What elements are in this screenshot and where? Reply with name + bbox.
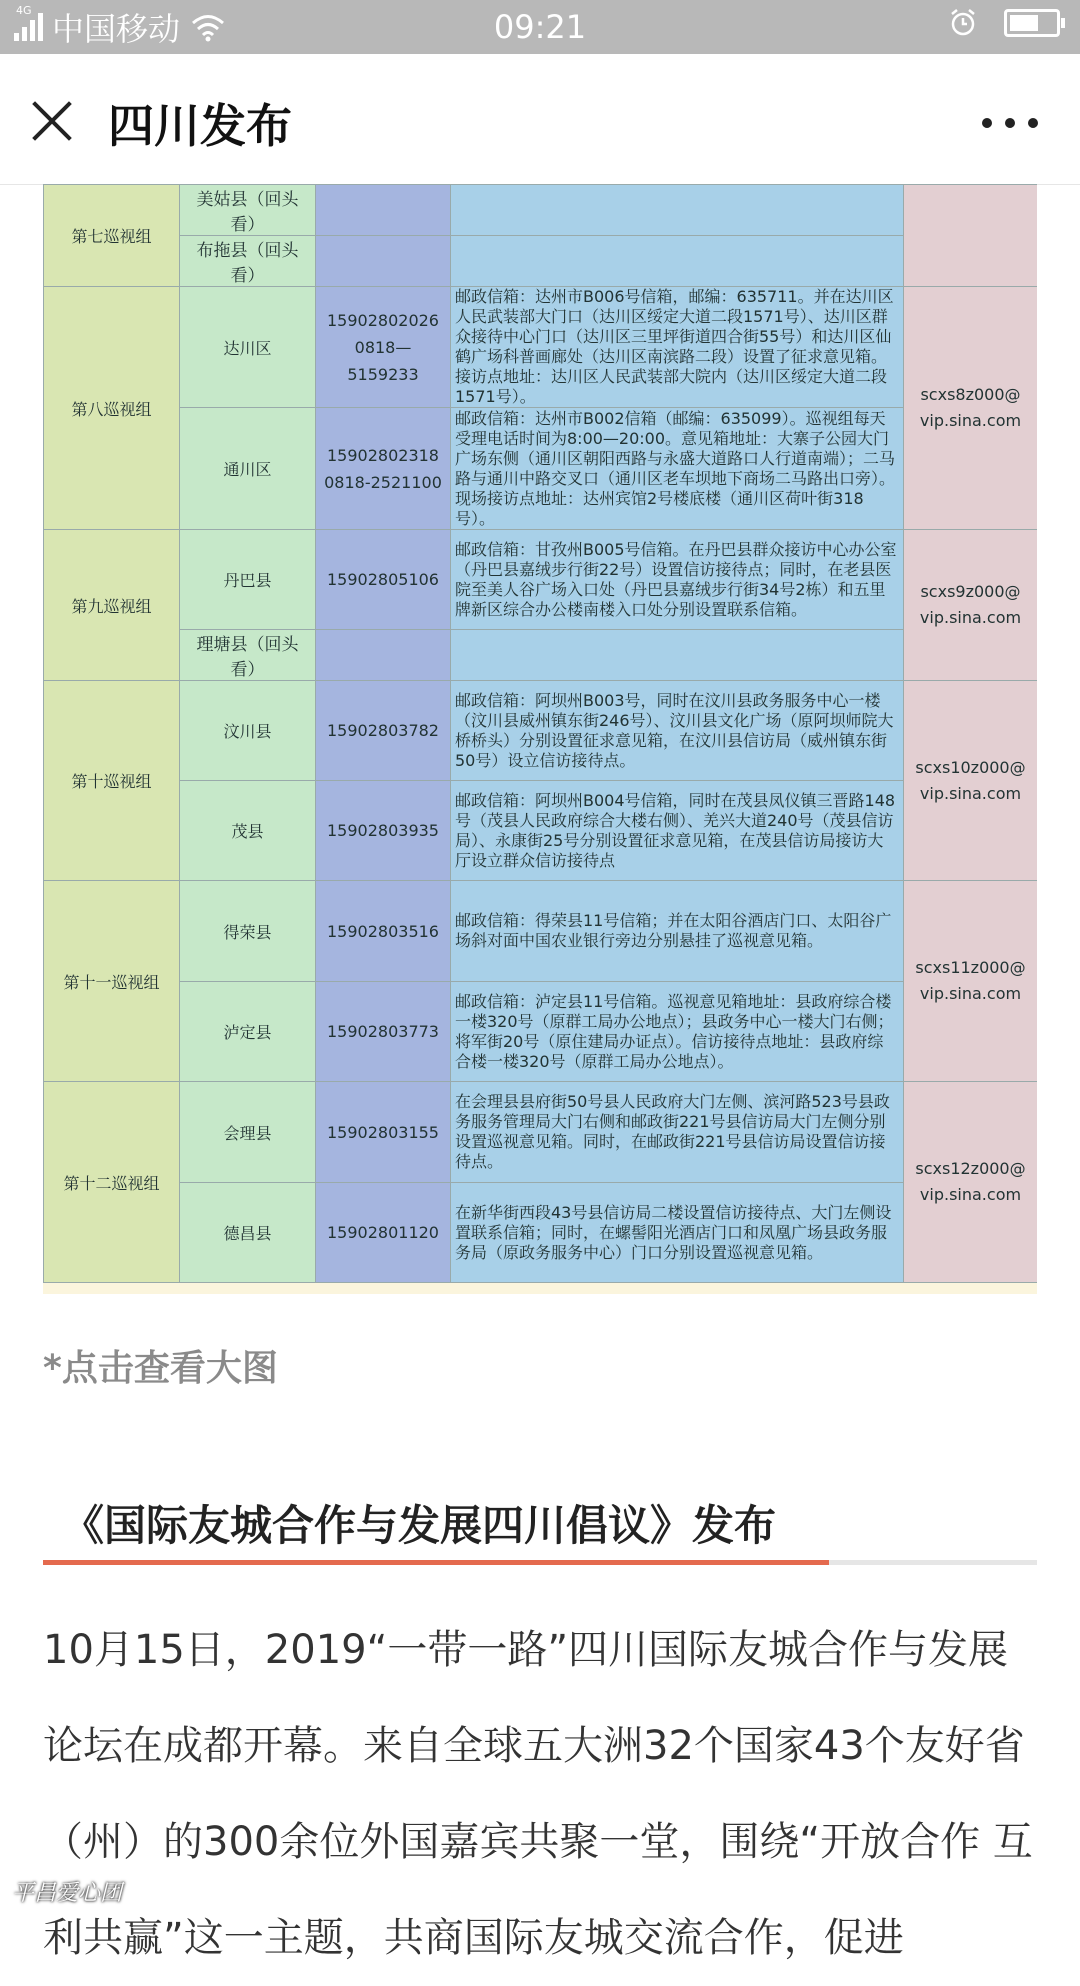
phone-cell: 15902802318 0818-2521100 xyxy=(316,408,451,530)
phone-cell: 15902802026 0818—5159233 xyxy=(316,287,451,408)
phone-cell xyxy=(316,630,451,681)
table-row xyxy=(44,185,1038,236)
close-icon[interactable] xyxy=(30,99,74,143)
section-headline: 《国际友城合作与发展四川倡议》发布 xyxy=(62,1501,777,1550)
email-cell: scxs12z000@ vip.sina.com xyxy=(904,1082,1038,1283)
table-row xyxy=(44,630,1038,681)
page-title: 四川发布 xyxy=(108,99,292,153)
headline-accent-bar xyxy=(43,1560,829,1565)
county-cell: 达川区 xyxy=(180,287,316,408)
table-row xyxy=(44,530,1038,630)
alarm-icon xyxy=(948,8,978,38)
group-cell: 第十二巡视组 xyxy=(44,1082,180,1283)
address-cell: 邮政信箱：达州市B002信箱（邮编：635099）。巡视组每天受理电话时间为8:00—20:00。意见箱地址：大寨子公园大门广场东侧（通川区朝阳西路与永盛大道路口人行道南端）；二马路与通川中路交叉口（通川区老车坝地下商场二马路出口旁）。现场接访点地址：达州宾馆2号楼底楼（通川区荷叶街318号）。 xyxy=(451,408,904,530)
group-cell: 第九巡视组 xyxy=(44,530,180,681)
group-cell: 第十巡视组 xyxy=(44,681,180,881)
article-paragraph: 10月15日，2019“一带一路”四川国际友城合作与发展论坛在成都开幕。来自全球五大洲32个国家43个友好省（州）的300余位外国嘉宾共聚一堂，围绕“开放合作 互利共赢”这一主题，共商国际友城交流合作，促进 xyxy=(43,1627,1033,1961)
table-row xyxy=(44,408,1038,530)
inspection-table xyxy=(43,184,1037,1283)
phone-cell: 15902803155 xyxy=(316,1082,451,1183)
email-cell: scxs11z000@ vip.sina.com xyxy=(904,881,1038,1082)
address-cell: 邮政信箱：达州市B006号信箱，邮编：635711。并在达川区人民武装部大门口（达川区绥定大道二段1571号）、达川区群众接待中心门口（达川区三里坪街道四合街55号）和达川区仙鹤广场科普画廊处（达川区南滨路二段）设置了征求意见箱。接访点地址：达川区人民武装部大院内（达川区绥定大道二段1571号）。 xyxy=(451,287,904,408)
table-row xyxy=(44,236,1038,287)
view-large-image-link[interactable]: *点击查看大图 xyxy=(43,1348,278,1389)
county-cell: 布拖县（回头看） xyxy=(180,236,316,287)
table-image[interactable] xyxy=(43,184,1037,1294)
address-cell: 邮政信箱：泸定县11号信箱。巡视意见箱地址：县政府综合楼一楼320号（原群工局办公地点）；县政务中心一楼大门右侧；将军街20号（原住建局办证点）。信访接待点地址：县政府综合楼一楼320号（原群工局办公地点）。 xyxy=(451,982,904,1082)
phone-cell: 15902803935 xyxy=(316,781,451,881)
more-options-icon[interactable] xyxy=(982,118,1038,128)
county-cell: 理塘县（回头看） xyxy=(180,630,316,681)
address-cell xyxy=(451,630,904,681)
table-row xyxy=(44,287,1038,408)
phone-cell xyxy=(316,236,451,287)
email-cell: scxs10z000@ vip.sina.com xyxy=(904,681,1038,881)
phone-cell: 15902805106 xyxy=(316,530,451,630)
status-right xyxy=(948,8,1060,38)
clock: 09:21 xyxy=(493,8,587,46)
email-cell: scxs8z000@ vip.sina.com xyxy=(904,287,1038,530)
headline-underline xyxy=(43,1560,1037,1565)
email-cell: scxs9z000@ vip.sina.com xyxy=(904,530,1038,681)
address-cell: 在新华街西段43号县信访局二楼设置信访接待点、大门左侧设置联系信箱；同时，在螺髻阳光酒店门口和凤凰广场县政务服务局（原政务服务中心）门口分别设置巡视意见箱。 xyxy=(451,1183,904,1283)
address-cell xyxy=(451,185,904,236)
address-cell xyxy=(451,236,904,287)
status-bar xyxy=(0,0,1080,54)
county-cell: 丹巴县 xyxy=(180,530,316,630)
county-cell: 会理县 xyxy=(180,1082,316,1183)
email-cell xyxy=(904,185,1038,287)
county-cell: 得荣县 xyxy=(180,881,316,982)
group-cell: 第七巡视组 xyxy=(44,185,180,287)
phone-cell: 15902803516 xyxy=(316,881,451,982)
table-row xyxy=(44,881,1038,982)
county-cell: 汶川县 xyxy=(180,681,316,781)
top-nav-bar xyxy=(0,54,1080,185)
watermark-text: 平昌爱心团 xyxy=(12,1881,123,1906)
county-cell: 茂县 xyxy=(180,781,316,881)
county-cell: 泸定县 xyxy=(180,982,316,1082)
address-cell: 邮政信箱：阿坝州B003号，同时在汶川县政务服务中心一楼（汶川县威州镇东街246号）、汶川县文化广场（原阿坝师院大桥桥头）分别设置征求意见箱，在汶川县信访局（威州镇东街50号）设立信访接待点。 xyxy=(451,681,904,781)
county-cell: 美姑县（回头看） xyxy=(180,185,316,236)
phone-cell: 15902803782 xyxy=(316,681,451,781)
table-row xyxy=(44,1082,1038,1183)
phone-cell xyxy=(316,185,451,236)
table-row xyxy=(44,982,1038,1082)
address-cell: 邮政信箱：阿坝州B004号信箱，同时在茂县凤仪镇三晋路148号（茂县人民政府综合大楼右侧）、羌兴大道240号（茂县信访局）、永康街25号分别设置征求意见箱，在茂县信访局接访大厅设立群众信访接待点 xyxy=(451,781,904,881)
carrier-name: 中国移动 xyxy=(52,10,181,48)
table-row xyxy=(44,681,1038,781)
network-type: 4G xyxy=(16,4,32,17)
county-cell: 德昌县 xyxy=(180,1183,316,1283)
phone-cell: 15902803773 xyxy=(316,982,451,1082)
address-cell: 邮政信箱：得荣县11号信箱；并在太阳谷酒店门口、太阳谷广场斜对面中国农业银行旁边分别悬挂了巡视意见箱。 xyxy=(451,881,904,982)
phone-cell: 15902801120 xyxy=(316,1183,451,1283)
group-cell: 第八巡视组 xyxy=(44,287,180,530)
battery-icon xyxy=(1004,9,1060,37)
address-cell: 邮政信箱：甘孜州B005号信箱。在丹巴县群众接访中心办公室（丹巴县嘉绒步行街22号）设置信访接待点；同时，在老县医院至美人谷广场入口处（丹巴县嘉绒步行街34号2栋）和五里牌新区综合办公楼南楼入口处分别设置联系信箱。 xyxy=(451,530,904,630)
table-row xyxy=(44,1183,1038,1283)
table-row xyxy=(44,781,1038,881)
group-cell: 第十一巡视组 xyxy=(44,881,180,1082)
address-cell: 在会理县县府街50号县人民政府大门左侧、滨河路523号县政务服务管理局大门右侧和邮政街221号县信访局大门左侧分别设置巡视意见箱。同时，在邮政街221号县信访局设置信访接待点。 xyxy=(451,1082,904,1183)
county-cell: 通川区 xyxy=(180,408,316,530)
